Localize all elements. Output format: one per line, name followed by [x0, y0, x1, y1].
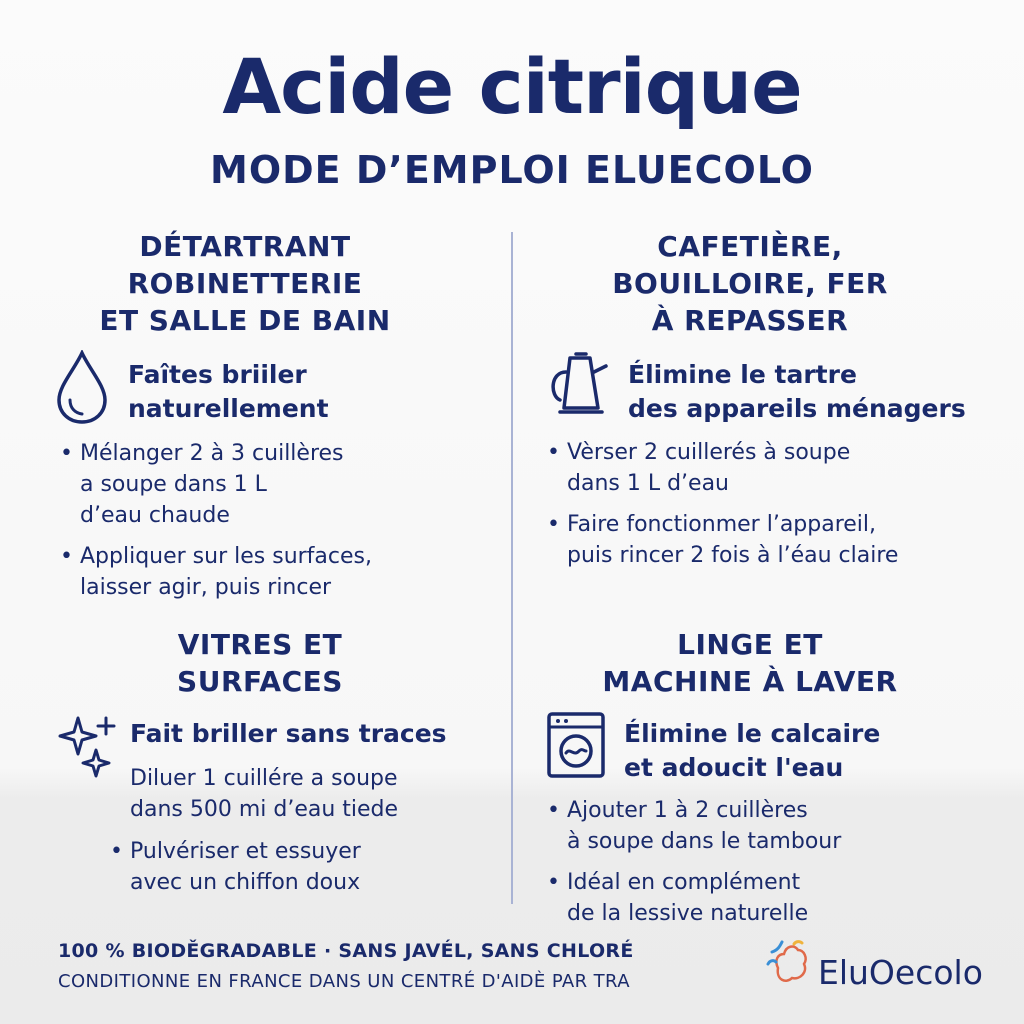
list-item: • Idéal en complément de la lessive naturelle — [547, 870, 809, 926]
heading-line: ROBINETTERIE — [127, 267, 363, 300]
section-heading-linge — [540, 626, 960, 700]
heading-line: BOUILLOIRE, FER — [612, 267, 888, 300]
section-subhead: Fait briller sans traces — [130, 719, 447, 748]
list-item: • Mélanger 2 à 3 cuillères a soupe dans 1 L d’eau chaude — [60, 441, 344, 528]
brand-name: EluOecolo — [818, 953, 983, 992]
heading-line: À REPASSER — [651, 304, 849, 337]
section-heading-cafetiere — [540, 228, 960, 339]
heading-line: LINGE ET — [677, 628, 823, 661]
list-item: • Appliquer sur les surfaces, laisser agir, puis rincer — [60, 544, 372, 600]
section-subhead: Élimine le tartre des appareils ménagers — [628, 360, 966, 423]
footer-origin: CONDITIONNE EN FRANCE DANS UN CENTRÉ D'AIDÈ PAR TRA — [58, 971, 630, 992]
column-divider — [511, 232, 513, 904]
list-item: • Vèrser 2 cuillerés à soupe dans 1 L d’eau — [547, 440, 851, 496]
list-item: Diluer 1 cuillére a soupe dans 500 mi d’eau tiede — [130, 766, 399, 822]
section-subhead: Faı̂tes briiler naturellement — [128, 360, 329, 423]
heading-line: MACHINE À LAVER — [602, 665, 898, 698]
list-item: • Pulvériser et essuyer avec un chiffon doux — [110, 839, 361, 895]
section-subhead: Élimine le calcaire et adoucit l'eau — [624, 719, 881, 782]
heading-line: ET SALLE DE BAIN — [99, 304, 391, 337]
list-item: • Faire fonctionmer l’appareil, puis rincer 2 fois à l’éau claire — [547, 512, 899, 568]
page-subtitle: MODE D’EMPLOI ELUECOLO — [210, 148, 814, 192]
footer-claims: 100 % BIODĚGRADABLE · SANS JAVÉL, SANS CHLORÉ — [58, 940, 634, 962]
brand-logo-icon — [764, 938, 814, 992]
heading-line: CAFETIÈRE, — [657, 230, 843, 263]
list-item: • Ajouter 1 à 2 cuillères à soupe dans le tambour — [547, 798, 842, 854]
water-drop-icon — [54, 350, 110, 430]
kettle-icon — [546, 350, 612, 422]
section-heading-vitres — [60, 626, 460, 700]
page-title: Acide citrique — [222, 42, 802, 131]
section-heading-detartrant — [40, 228, 450, 339]
washing-machine-icon — [546, 711, 606, 783]
heading-line: SURFACES — [177, 665, 343, 698]
sparkle-icon — [58, 712, 120, 784]
heading-line: DÉTARTRANT — [139, 230, 351, 263]
heading-line: VITRES ET — [177, 628, 343, 661]
